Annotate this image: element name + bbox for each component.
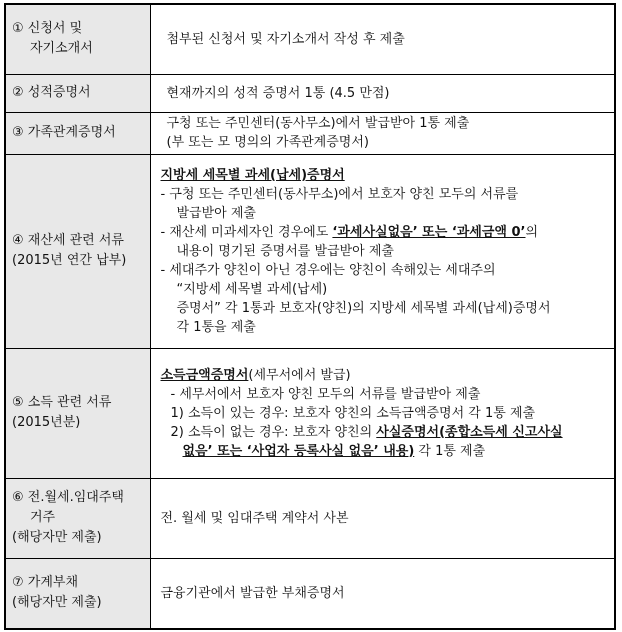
row-value-line: 구청 또는 주민센터(동사무소)에서 발급받아 1통 제출: [166, 116, 470, 131]
row-label-line: ② 성적증명서: [12, 85, 91, 100]
row-value: [150, 112, 615, 154]
row-value-line: 각 1통을 제출: [176, 319, 256, 335]
row-label-line: (2015년 연간 납부): [12, 253, 127, 268]
line-text: 의: [525, 224, 539, 240]
row-label: [5, 478, 150, 558]
row-value: [150, 558, 615, 629]
row-label: [5, 154, 150, 348]
row-value-text: 전. 월세 및 임대주택 계약서 사본: [160, 510, 349, 526]
table-row: [5, 154, 615, 348]
row-value-line: [161, 223, 607, 242]
section-title: 지방세 세목별 과세(납세)증명서: [160, 167, 345, 183]
row-label: [5, 558, 150, 629]
section-title: 소득금액증명서: [160, 367, 249, 383]
row-label-line: (2015년분): [12, 415, 81, 430]
table-row: [5, 4, 615, 74]
row-label: [5, 74, 150, 112]
row-value-line: - 구청 또는 주민센터(동사무소)에서 보호자 양친 모두의 서류를: [160, 186, 519, 202]
line-text: (세무서에서 발급): [248, 367, 351, 383]
documents-table: [4, 3, 616, 630]
emphasis-text: ‘과세사실없음’ 또는 ‘과세금액 0’: [332, 224, 526, 240]
row-value-line: [161, 442, 607, 461]
line-text: - 재산세 미과세자인 경우에도: [160, 224, 333, 240]
row-value-line: 1) 소득이 있는 경우: 보호자 양친의 소득금액증명서 각 1통 제출: [170, 405, 536, 421]
row-value-line: 내용이 명기된 증명서를 발급받아 제출: [176, 243, 394, 259]
row-value-text: 금융기관에서 발급한 부채증명서: [160, 585, 345, 601]
row-value-line: [161, 423, 607, 442]
row-label: [5, 348, 150, 478]
row-label-line: ④ 재산세 관련 서류: [12, 233, 124, 248]
row-label-line: ① 신청서 및: [12, 21, 83, 37]
row-value-line: “지방세 세목별 과세(납세): [176, 281, 328, 297]
row-value: [150, 4, 615, 74]
row-value-line: (부 또는 모 명의의 가족관계증명서): [166, 135, 369, 150]
row-value-line: [161, 366, 607, 385]
table-row: [5, 112, 615, 154]
row-label: [5, 4, 150, 74]
row-label-line: 거주: [30, 510, 56, 525]
row-value-text: 첨부된 신청서 및 자기소개서 작성 후 제출: [166, 31, 405, 47]
table-row: [5, 348, 615, 478]
row-value: [150, 348, 615, 478]
row-value-line: - 세대주가 양친이 아닌 경우에는 양친이 속해있는 세대주의: [160, 262, 496, 278]
row-label-line: 자기소개서: [30, 41, 93, 57]
emphasis-text: 없음’ 또는 ‘사업자 등록사실 없음’ 내용): [182, 443, 415, 459]
line-text: 2) 소득이 없는 경우: 보호자 양친의: [170, 424, 377, 440]
row-label-line: (해당자만 제출): [12, 595, 102, 611]
row-label-line: ③ 가족관계증명서: [12, 125, 116, 140]
line-text: 각 1통 제출: [414, 443, 486, 459]
row-value-line: 발급받아 제출: [176, 205, 256, 221]
row-label-line: ⑤ 소득 관련 서류: [12, 395, 112, 410]
table-row: [5, 74, 615, 112]
row-label-line: ⑦ 가계부채: [12, 575, 79, 591]
table-row: [5, 558, 615, 629]
row-value-text: 현재까지의 성적 증명서 1통 (4.5 만점): [166, 85, 390, 101]
row-value-line: 증명서” 각 1통과 보호자(양친)의 지방세 세목별 과세(납세)증명서: [176, 300, 551, 316]
row-value: [150, 478, 615, 558]
row-value-line: - 세무서에서 보호자 양친 모두의 서류를 발급받아 제출: [170, 386, 481, 402]
row-label-line: ⑥ 전.월세.임대주택: [12, 490, 124, 505]
row-value: [150, 74, 615, 112]
emphasis-text: 사실증명서(종합소득세 신고사실: [376, 424, 563, 440]
table-row: [5, 478, 615, 558]
row-label-line: (해당자만 제출): [12, 530, 102, 545]
row-value: [150, 154, 615, 348]
row-label: [5, 112, 150, 154]
